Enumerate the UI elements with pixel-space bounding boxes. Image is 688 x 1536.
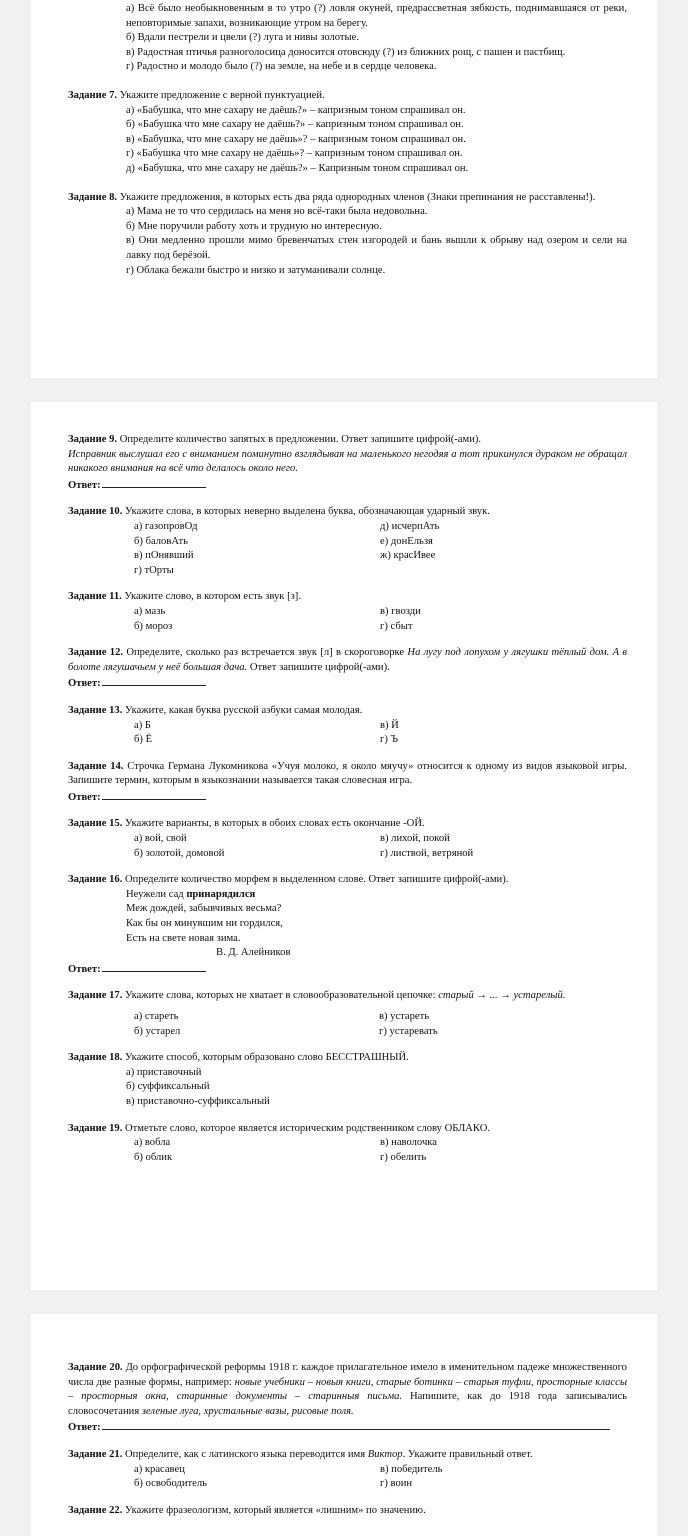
task-text: Определите, сколько раз встречается звук [л] в скороговорке [123,647,408,659]
option-c: в) пОнявший [134,550,194,562]
task-8 [68,191,627,279]
option-g: ж) красИвее [380,550,436,562]
poem-line-4: Есть на свете новая зима. [126,932,241,944]
option-b: б) «Бабушка что мне сахару не даёшь?» – капризным тоном спрашивал он. [126,119,464,131]
option-c: в) гвозди [380,605,421,617]
answer-field[interactable] [102,1419,610,1430]
option-a: а) вобла [134,1137,171,1149]
option-b: б) золотой, домовой [134,847,225,859]
task-label: Задание 15. [68,818,123,830]
task-text: Укажите слова, которых не хватает в словообразовательной цепочке: [122,990,439,1002]
task-label: Задание 16. [68,874,123,886]
task-label: Задание 17. [68,990,123,1002]
options-grid [68,1010,627,1039]
task-16 [68,873,627,977]
option-b: б) Мне поручили работу хоть и трудную но интересную. [126,220,382,232]
option-c: в) наволочка [380,1137,437,1149]
task-6-tail [68,2,627,75]
options-grid [68,520,627,578]
answer-field[interactable] [102,789,206,800]
option-c: в) Радостная птичья разноголосица доносится отовсюду (?) из ближних рощ, с пашен и пастбищ. [126,46,566,58]
task-13 [68,704,627,748]
task-examples: новые учебники – новыя книги, старые ботинки – старыя туфли, просторные классы – просторныя окна, старинные документы – старинныя письма. [68,1376,627,1403]
task-text: Строчка Германа Лукомникова «Учуя молоко, я около мяучу» относится к одному из видов языковой игры. Запишите термин, которым в языкознании называется такая словесная игра. [68,760,627,787]
task-14 [68,760,627,806]
task-12 [68,646,627,692]
option-a: а) Мама не то что сердилась на меня но всё-таки была недовольна. [126,206,428,218]
option-c: в) приставочно-суффиксальный [126,1095,270,1107]
task-text: Укажите слово, в котором есть звук [з]. [121,591,301,603]
option-c: в) лихой, покой [380,833,450,845]
options-grid [68,1463,627,1492]
option-b: б) суффиксальный [126,1081,210,1093]
task-text: Укажите слова, в которых неверно выделена буква, обозначающая ударный звук. [122,506,490,518]
task-10 [68,505,627,578]
option-e: д) «Бабушка, что мне сахару не даёшь?» – Капризным тоном спрашивал он. [126,162,469,174]
task-text: Укажите варианты, в которых в обоих словах есть окончание -ОЙ. [122,818,425,830]
document-page-2 [31,402,657,1290]
task-label: Задание 13. [68,704,123,716]
option-a: а) «Бабушка, что мне сахару не даёшь?» – капризным тоном спрашивал он. [126,104,466,116]
task-label: Задание 19. [68,1122,123,1134]
option-c: в) победитель [380,1463,443,1475]
option-b: б) облик [134,1151,173,1163]
option-d: г) Ъ [380,734,399,746]
task-15 [68,817,627,861]
task-label: Задание 20. [68,1362,123,1373]
task-text-2: . Укажите правильный ответ. [402,1448,533,1460]
highlighted-word: принарядился [186,888,256,900]
poem-author: В. Д. Алейников [216,947,291,959]
option-b: б) освободитель [134,1478,207,1490]
task-text: Определите количество морфем в выделенном слове. Ответ запишите цифрой(-ами). [122,874,509,886]
task-label: Задание 14. [68,760,124,772]
task-19 [68,1122,627,1166]
option-c: в) Й [380,719,399,731]
task-text: Отметьте слово, которое является историческим родственником слову ОБЛАКО. [122,1122,491,1134]
option-b: б) мороз [134,620,173,632]
option-c: в) «Бабушка, что мне сахару не даёшь»? – капризным тоном спрашивал он. [126,133,466,145]
answer-label: Ответ: [68,678,101,690]
task-label: Задание 8. [68,191,118,203]
task-text: Определите количество запятых в предложении. Ответ запишите цифрой(-ами). [117,434,482,445]
page-3-content [68,1361,627,1518]
options-grid [68,1136,627,1165]
option-c: в) Они медленно прошли мимо бревенчатых стен изгородей и бань вышли к обрыву над озером и сели на лавку под берёзой. [126,235,627,261]
option-f: е) донЕльзя [380,535,433,547]
option-d: г) Облака бежали быстро и низко и затуманивали солнце. [126,264,386,276]
option-e: д) исчерпАть [380,520,440,532]
task-20 [68,1361,627,1436]
task-label: Задание 7. [68,89,118,101]
task-phrases: зеленые луга, хрустальные вазы, рисовые поля. [141,1405,354,1417]
task-label: Задание 11. [68,591,122,603]
task-text: Укажите способ, которым образовано слово БЕССТРАШНЫЙ. [122,1052,409,1064]
options-grid [68,719,627,748]
option-a: а) Всё было необыкновенным в то утро (?) ловля окуней, предрассветная зябкость, поднимавшаяся от реки, неповторимые запахи, возникающие утром на берегу. [126,3,627,29]
option-b: б) Вдали пестрели и цвели (?) луга и нивы золотые. [126,32,360,44]
option-a: а) Б [134,719,151,731]
answer-field[interactable] [102,961,206,972]
poem-line-1: Неужели сад принарядился [126,888,256,900]
task-text: До орфографической реформы 1918 г. каждое прилагательное имело в именительном падеже множественного числа две разные формы, например: [68,1362,627,1388]
options-grid [68,605,627,634]
task-label: Задание 21. [68,1448,123,1460]
option-a: а) стареть [134,1011,179,1022]
option-d: г) Радостно и молодо было (?) на земле, на небе и в сердце человека. [126,61,437,73]
option-d: г) сбыт [380,620,413,632]
option-d: г) воин [380,1478,413,1490]
task-label: Задание 10. [68,506,123,518]
document-page-1 [31,0,657,378]
poem-line-3: Как бы он минувшим ни гордился, [126,918,283,930]
option-d: г) листвой, ветряной [380,847,474,859]
option-b: б) устарел [134,1025,181,1037]
option-a: а) вой, свой [134,833,187,845]
option-d: г) устаревать [379,1025,438,1037]
task-text: Укажите фразеологизм, который является «лишним» по значению. [122,1504,426,1516]
option-d: г) обелить [380,1151,427,1163]
option-a: а) газопровОд [134,520,198,532]
task-label: Задание 18. [68,1052,123,1064]
task-22 [68,1504,627,1519]
task-text: Укажите, какая буква русской азбуки самая молодая. [122,704,363,716]
option-b: б) Ё [134,734,153,746]
answer-label: Ответ: [68,791,101,803]
poem-line-2: Меж дождей, забывчивых весьма? [126,903,282,915]
task-9 [68,433,627,493]
task-text-2: Напишите, как до 1918 года записывались словосочетания [68,1391,627,1417]
option-d: г) тОрты [134,564,174,576]
option-a: а) мазь [134,605,166,617]
answer-label: Ответ: [68,479,101,491]
option-b: б) баловАть [134,535,188,547]
option-a: а) приставочный [126,1066,202,1078]
task-7 [68,89,627,177]
answer-field[interactable] [102,675,206,686]
task-17 [68,989,627,1039]
task-tail: Ответ запишите цифрой(-ами). [247,661,390,673]
option-a: а) красавец [134,1463,185,1475]
task-11 [68,590,627,634]
document-page-3 [31,1314,657,1536]
option-c: в) устареть [379,1011,430,1022]
tongue-twister: На лугу под лопухом у лягушки тёплый дом. А в болоте лягушачьем у неё большая дача. [68,647,627,673]
answer-field[interactable] [102,477,206,488]
answer-label: Ответ: [68,963,101,975]
task-label: Задание 22. [68,1504,123,1516]
task-label: Задание 12. [68,647,124,659]
task-sentence: Исправник выслушал его с вниманием поминутно взглядывая на маленького негодяя а тот прикинулся дураком не обращал никакого внимания на всё что делалось около него. [68,448,627,475]
page-2-content [68,433,627,1165]
word-chain: старый → ... → устарелый. [438,990,566,1002]
task-name: Виктор [367,1448,403,1460]
task-text: Определите, как с латинского языка переводится имя [122,1448,368,1460]
option-d: г) «Бабушка что мне сахару не даёшь»? – капризным тоном спрашивал он. [126,148,463,160]
task-18 [68,1051,627,1109]
task-21 [68,1448,627,1492]
task-text: Укажите предложение с верной пунктуацией. [117,89,325,101]
page-1-content [68,2,627,278]
task-text: Укажите предложения, в которых есть два ряда однородных членов (Знаки препинания не расставлены!). [117,191,596,203]
task-label: Задание 9. [68,434,118,445]
options-grid [68,832,627,861]
answer-label: Ответ: [68,1422,101,1434]
